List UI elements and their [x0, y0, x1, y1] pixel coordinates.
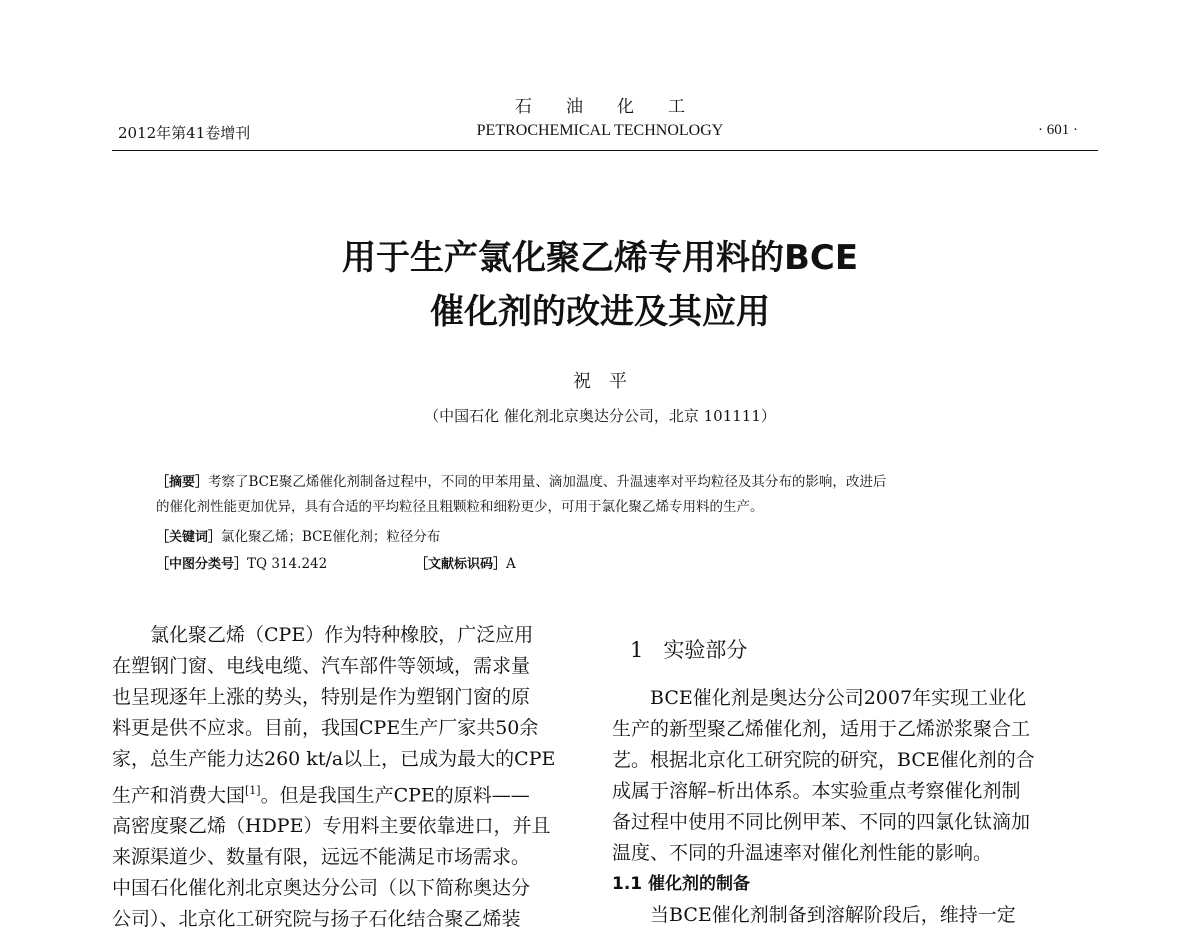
author: 祝平 [573, 371, 645, 392]
abstract-label: ［摘要］ [156, 475, 209, 490]
doc-label: ［文献标识码］ [415, 557, 507, 572]
clc-number [156, 553, 327, 572]
body-line: 来源渠道少、数量有限，远远不能满足市场需求。 [112, 846, 531, 869]
article-title-line-2: 催化剂的改进及其应用 [430, 292, 770, 332]
document-code [415, 553, 516, 572]
issue-info: 2012年第41卷增刊 [118, 124, 251, 142]
body-line: 备过程中使用不同比例甲苯、不同的四氯化钛滴加 [612, 811, 1031, 833]
body-text: 。但是我国生产CPE的原料—— [260, 784, 530, 807]
body-line: 家，总生产能力达260 kt/a以上，已成为最大的CPE [112, 748, 556, 770]
keywords-label: ［关键词］ [156, 530, 222, 545]
page-number: · 601 · [1038, 122, 1078, 138]
doc-value: A [506, 556, 516, 572]
abstract-line-2: 的催化剂性能更加优异，具有合适的平均粒径且粗颗粒和细粉更少，可用于氯化聚乙烯专用料的生产。 [156, 499, 764, 515]
body-line: 中国石化催化剂北京奥达分公司（以下简称奥达分 [112, 877, 531, 900]
body-line: BCE催化剂是奥达分公司2007年实现工业化 [650, 687, 1027, 709]
body-line: 生产的新型聚乙烯催化剂，适用于乙烯淤浆聚合工 [612, 718, 1031, 740]
subsection-heading: 1.1 催化剂的制备 [612, 874, 751, 894]
body-line: 高密度聚乙烯（HDPE）专用料主要依靠进口，并且 [112, 815, 551, 838]
abstract-line-1 [156, 470, 886, 490]
keywords [156, 525, 440, 545]
body-line: 氯化聚乙烯（CPE）作为特种橡胶，广泛应用 [150, 624, 534, 646]
journal-title-en: PETROCHEMICAL TECHNOLOGY [476, 122, 724, 139]
body-line: 在塑钢门窗、电线电缆、汽车部件等领域，需求量 [112, 655, 531, 677]
body-line: 当BCE催化剂制备到溶解阶段后，维持一定 [650, 904, 1016, 926]
abstract-text-1: 考察了BCE聚乙烯催化剂制备过程中，不同的甲苯用量、滴加温度、升温速率对平均粒径及其分布的影响，改进后 [208, 474, 887, 490]
body-line: 公司）、北京化工研究院与扬子石化结合聚乙烯装 [112, 908, 521, 931]
body-line: 艺。根据北京化工研究院的研究，BCE催化剂的合 [612, 749, 1035, 771]
citation-ref: [1] [245, 784, 261, 797]
clc-label: ［中图分类号］ [156, 557, 248, 572]
clc-value: TQ 314.242 [247, 556, 328, 572]
section-heading [630, 634, 747, 664]
section-title: 实验部分 [663, 638, 748, 662]
article-title-line-1: 用于生产氯化聚乙烯专用料的BCE [341, 238, 859, 278]
body-text: 生产和消费大国 [112, 784, 246, 807]
body-line: 也呈现逐年上涨的势头，特别是作为塑钢门窗的原 [112, 686, 531, 708]
section-number: 1 [630, 638, 644, 662]
header-rule [112, 150, 1098, 151]
journal-title-cn: 石油化工 [515, 97, 719, 117]
body-left-column [112, 620, 555, 935]
keywords-text: 氯化聚乙烯；BCE催化剂；粒径分布 [221, 529, 441, 545]
body-line: 温度、不同的升温速率对催化剂性能的影响。 [612, 842, 993, 864]
body-right-column [612, 683, 1035, 931]
affiliation: （中国石化 催化剂北京奥达分公司，北京 101111） [424, 407, 776, 425]
body-line: 成属于溶解–析出体系。本实验重点考察催化剂制 [612, 780, 1021, 802]
body-line [112, 775, 555, 811]
body-line: 料更是供不应求。目前，我国CPE生产厂家共50余 [112, 717, 539, 739]
